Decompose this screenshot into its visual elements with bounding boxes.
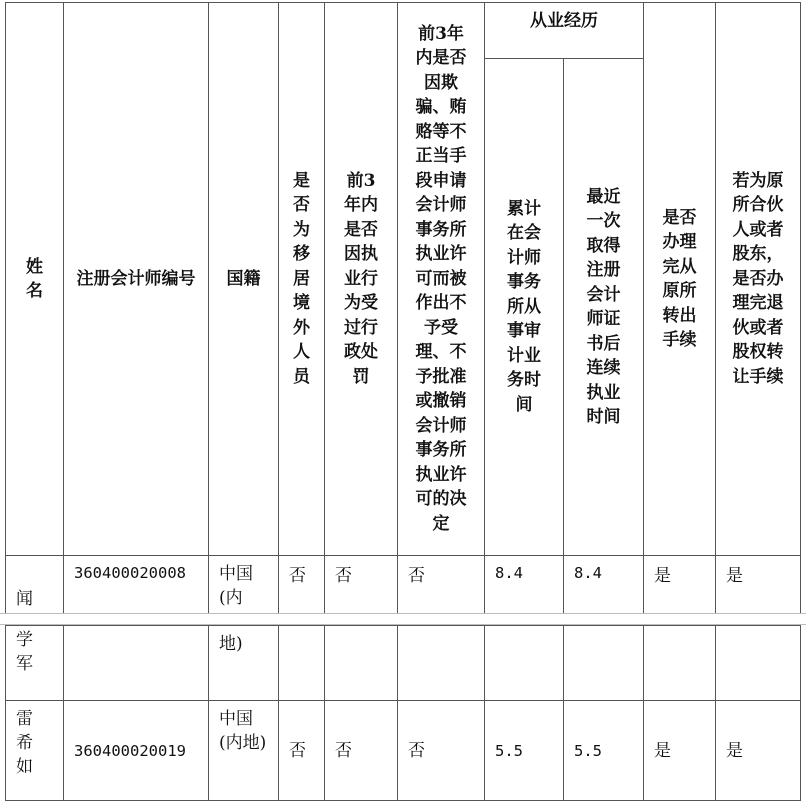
cell-fraud-decision	[398, 626, 485, 701]
table-row	[6, 626, 801, 701]
cell-moved-abroad: 否	[279, 701, 325, 801]
cell-name: 雷希如	[6, 701, 64, 801]
header-nationality: 国籍	[209, 3, 279, 556]
cell-transfer-done: 是	[644, 556, 716, 618]
header-experience-group: 从业经历	[485, 3, 644, 59]
personnel-table-bottom	[5, 625, 801, 801]
cell-recent-cert-time: 8.4	[564, 556, 644, 618]
cell-total-audit-time: 5.5	[485, 701, 564, 801]
cell-recent-cert-time: 5.5	[564, 701, 644, 801]
cell-fraud-decision: 否	[398, 556, 485, 618]
table-row	[6, 556, 801, 618]
page-break-line	[0, 613, 806, 614]
cell-admin-penalty: 否	[325, 701, 398, 801]
cell-name: 闻	[6, 556, 64, 618]
header-total-audit-time: 累计在会计师事务所从事审计业务时间	[485, 59, 564, 556]
header-moved-abroad: 是否为移居境外人员	[279, 3, 325, 556]
cell-nationality: 中国(内	[209, 556, 279, 618]
cell-nationality: 中国(内地)	[209, 701, 279, 801]
header-transfer-done: 是否办理完从原所转出手续	[644, 3, 716, 556]
cell-partner-exit: 是	[716, 556, 801, 618]
header-cpa-no: 注册会计师编号	[64, 3, 209, 556]
cell-admin-penalty	[325, 626, 398, 701]
cell-partner-exit: 是	[716, 701, 801, 801]
cell-moved-abroad: 否	[279, 556, 325, 618]
header-partner-exit: 若为原所合伙人或者股东，是否办理完退伙或者股权转让手续	[716, 3, 801, 556]
cell-name: 学军	[6, 626, 64, 701]
header-recent-cert-time: 最近一次取得注册会计师证书后连续执业时间	[564, 59, 644, 556]
cell-transfer-done	[644, 626, 716, 701]
cell-nationality: 地)	[209, 626, 279, 701]
cell-transfer-done: 是	[644, 701, 716, 801]
cell-partner-exit	[716, 626, 801, 701]
cell-fraud-decision: 否	[398, 701, 485, 801]
cell-cpa-no: 360400020019	[64, 701, 209, 801]
cell-cpa-no	[64, 626, 209, 701]
table-row	[6, 701, 801, 801]
personnel-table-top	[5, 2, 801, 618]
cell-admin-penalty: 否	[325, 556, 398, 618]
cell-recent-cert-time	[564, 626, 644, 701]
header-admin-penalty: 前3年内是否因执业行为受过行政处罚	[325, 3, 398, 556]
cell-total-audit-time	[485, 626, 564, 701]
cell-moved-abroad	[279, 626, 325, 701]
header-fraud-decision: 前3年内是否因欺骗、贿赂等不正当手段申请会计师事务所执业许可而被作出不予受理、不予批准或撤销会计师事务所执业许可的决定	[398, 3, 485, 556]
cell-cpa-no: 360400020008	[64, 556, 209, 618]
cell-total-audit-time: 8.4	[485, 556, 564, 618]
header-name: 姓名	[6, 3, 64, 556]
